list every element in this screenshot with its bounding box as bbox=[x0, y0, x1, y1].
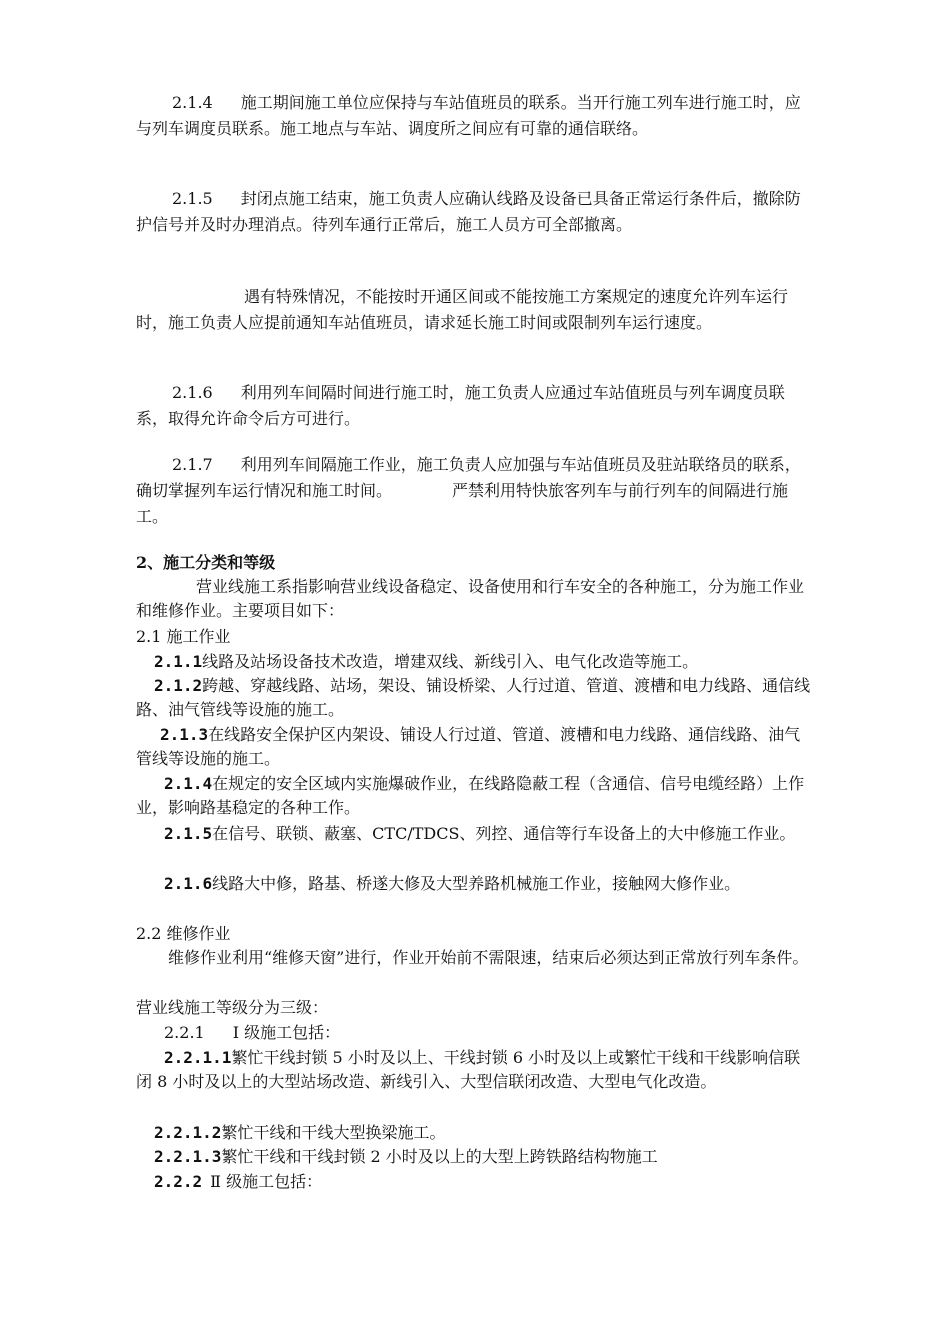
list-item-2-2-1-2: 2.2.1.2繁忙干线和干线大型换梁施工。 bbox=[154, 1123, 446, 1142]
paragraph-2-1-4 bbox=[136, 90, 816, 142]
level-2-2-2: 2.2.2 Ⅱ 级施工包括： bbox=[154, 1172, 323, 1191]
list-item-2-1-2: 2.1.2跨越、穿越线路、站场，架设、铺设桥梁、人行过道、管道、渡槽和电力线路、通信线路、油气管线等设施的施工。 bbox=[136, 676, 811, 719]
subsection-title-2-1: 2.1 施工作业 bbox=[136, 627, 231, 646]
list-item-2-1-4: 2.1.4在规定的安全区域内实施爆破作业，在线路隐蔽工程（含通信、信号电缆经路）上作业，影响路基稳定的各种工作。 bbox=[136, 774, 805, 817]
list-item-2-1-3: 2.1.3在线路安全保护区内架设、铺设人行过道、管道、渡槽和电力线路、通信线路、油气管线等设施的施工。 bbox=[136, 725, 801, 768]
level-2-2-1: 2.2.1 Ⅰ 级施工包括： bbox=[164, 1023, 341, 1042]
clause-number: 2.1.6 bbox=[172, 383, 213, 402]
clause-text: 封闭点施工结束，施工负责人应确认线路及设备已具备正常运行条件后，撤除防护信号并及时办理消点。待列车通行正常后，施工人员方可全部撤离。 bbox=[136, 189, 801, 234]
list-item-2-1-6: 2.1.6线路大中修，路基、桥遂大修及大型养路机械施工作业，接触网大修作业。 bbox=[164, 874, 741, 893]
paragraph-2-1-5 bbox=[136, 186, 816, 238]
clause-text: 施工期间施工单位应保持与车站值班员的联系。当开行施工列车进行施工时，应与列车调度员联系。施工地点与车站、调度所之间应有可靠的通信联络。 bbox=[136, 93, 801, 138]
maintenance-paragraph: 维修作业利用“维修天窗”进行，作业开始前不需限速，结束后必须达到正常放行列车条件。 bbox=[168, 948, 809, 967]
list-item-2-2-1-1: 2.2.1.1繁忙干线封锁 5 小时及以上、干线封锁 6 小时及以上或繁忙干线和干线影响信联闭 8 小时及以上的大型站场改造、新线引入、大型信联闭改造、大型电气化改造。 bbox=[136, 1048, 801, 1091]
paragraph-2-1-7 bbox=[136, 452, 816, 530]
list-item-2-1-1: 2.1.1线路及站场设备技术改造，增建双线、新线引入、电气化改造等施工。 bbox=[154, 652, 699, 671]
clause-number: 2.1.4 bbox=[172, 93, 213, 112]
paragraph-special-situation bbox=[136, 284, 816, 336]
paragraph-2-1-6 bbox=[136, 380, 816, 432]
clause-number: 2.1.7 bbox=[172, 455, 213, 474]
clause-number: 2.1.5 bbox=[172, 189, 213, 208]
list-item-2-1-5: 2.1.5在信号、联锁、蔽塞、CTC/TDCS、列控、通信等行车设备上的大中修施工作业。 bbox=[164, 824, 796, 843]
clause-text: 利用列车间隔时间进行施工时，施工负责人应通过车站值班员与列车调度员联系，取得允许命令后方可进行。 bbox=[136, 383, 785, 428]
levels-intro: 营业线施工等级分为三级： bbox=[136, 998, 329, 1017]
list-item-2-2-1-3: 2.2.1.3繁忙干线和干线封锁 2 小时及以上的大型上跨铁路结构物施工 bbox=[154, 1147, 658, 1166]
clause-text: 遇有特殊情况，不能按时开通区间或不能按施工方案规定的速度允许列车运行时，施工负责人应提前通知车站值班员，请求延长施工时间或限制列车运行速度。 bbox=[136, 287, 789, 332]
clause-text: 利用列车间隔施工作业，施工负责人应加强与车站值班员及驻站联络员的联系，确切掌握列车运行情况和施工时间。 bbox=[136, 455, 801, 500]
section-heading: 2、施工分类和等级 bbox=[136, 553, 276, 572]
subsection-title-2-2: 2.2 维修作业 bbox=[136, 924, 231, 943]
clause-text: 严禁利用特快旅客列车与前行列车的间隔进行施工。 bbox=[136, 481, 789, 526]
section-intro: 营业线施工系指影响营业线设备稳定、设备使用和行车安全的各种施工，分为施工作业和维修作业。主要项目如下： bbox=[136, 577, 805, 620]
